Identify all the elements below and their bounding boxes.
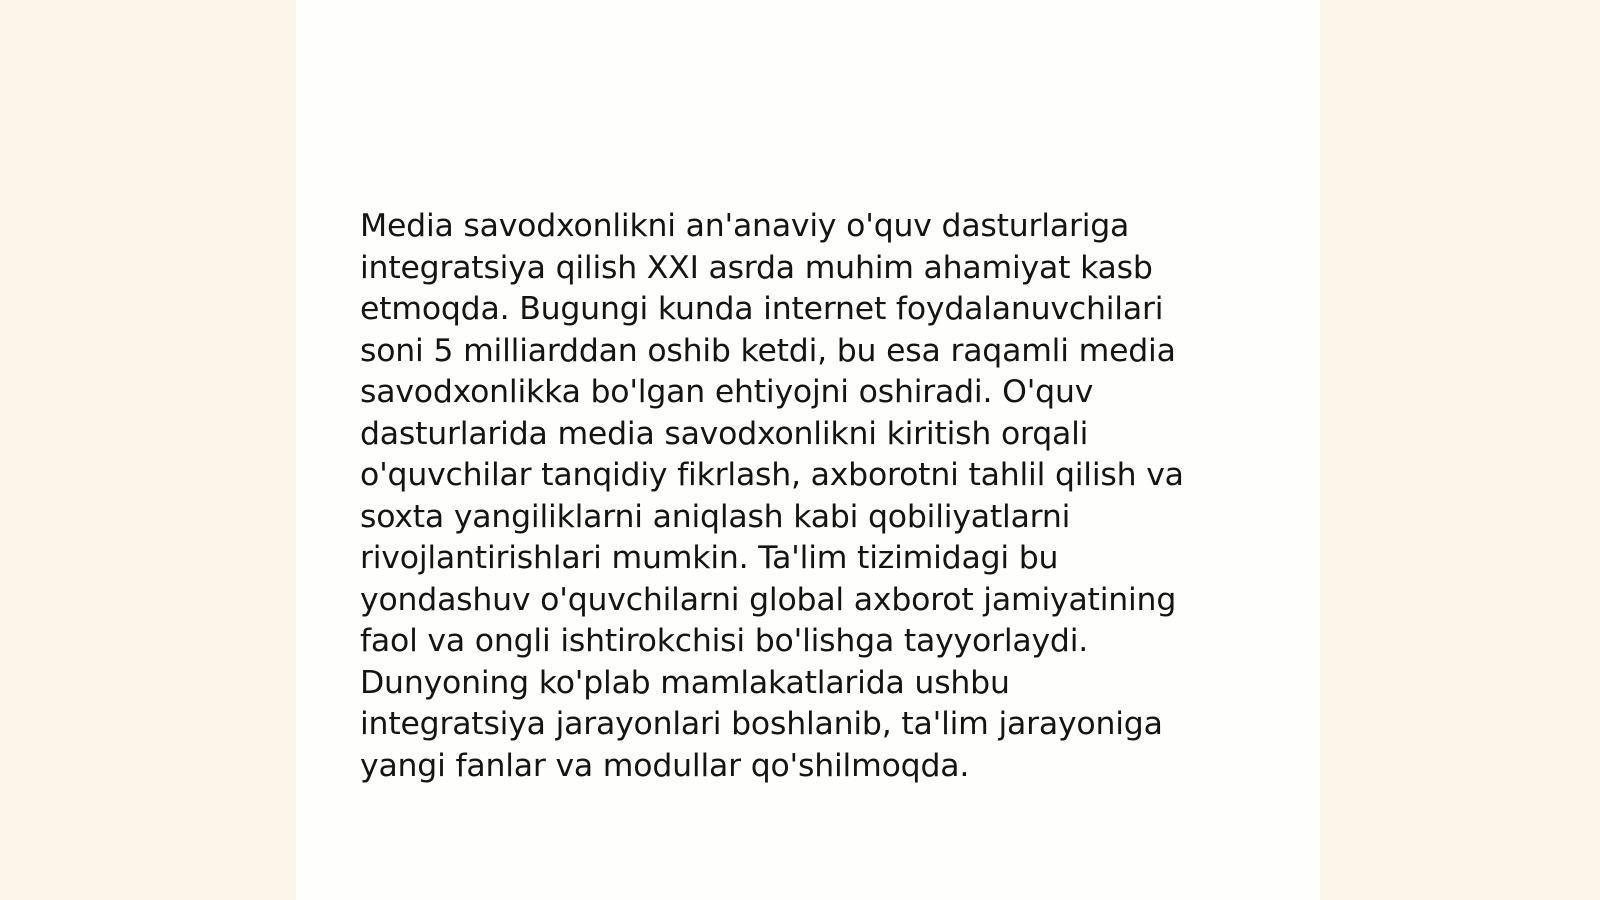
body-paragraph: Media savodxonlikni an'anaviy o'quv dasturlariga integratsiya qilish XXI asrda muhim ahamiyat kasb etmoqda. Bugungi kunda internet foydalanuvchilari soni 5 milliarddan oshib ketdi, bu esa raqamli media savodxonlikka bo'lgan ehtiyojni oshiradi. O'quv dasturlarida media savodxonlikni kiritish orqali o'quvchilar tanqidiy fikrlash, axborotni tahlil qilish va soxta yangiliklarni aniqlash kabi qobiliyatlarni rivojlantirishlari mumkin. Ta'lim tizimidagi bu yondashuv o'quvchilarni global axborot jamiyatining faol va ongli ishtirokchisi bo'lishga tayyorlaydi. Dunyoning ko'plab mamlakatlarida ushbu integratsiya jarayonlari boshlanib, ta'lim jarayoniga yangi fanlar va modullar qo'shilmoqda.	[360, 208, 1184, 784]
left-margin-background	[0, 0, 296, 900]
right-margin-background	[1320, 0, 1600, 900]
document-page	[296, 0, 1320, 900]
